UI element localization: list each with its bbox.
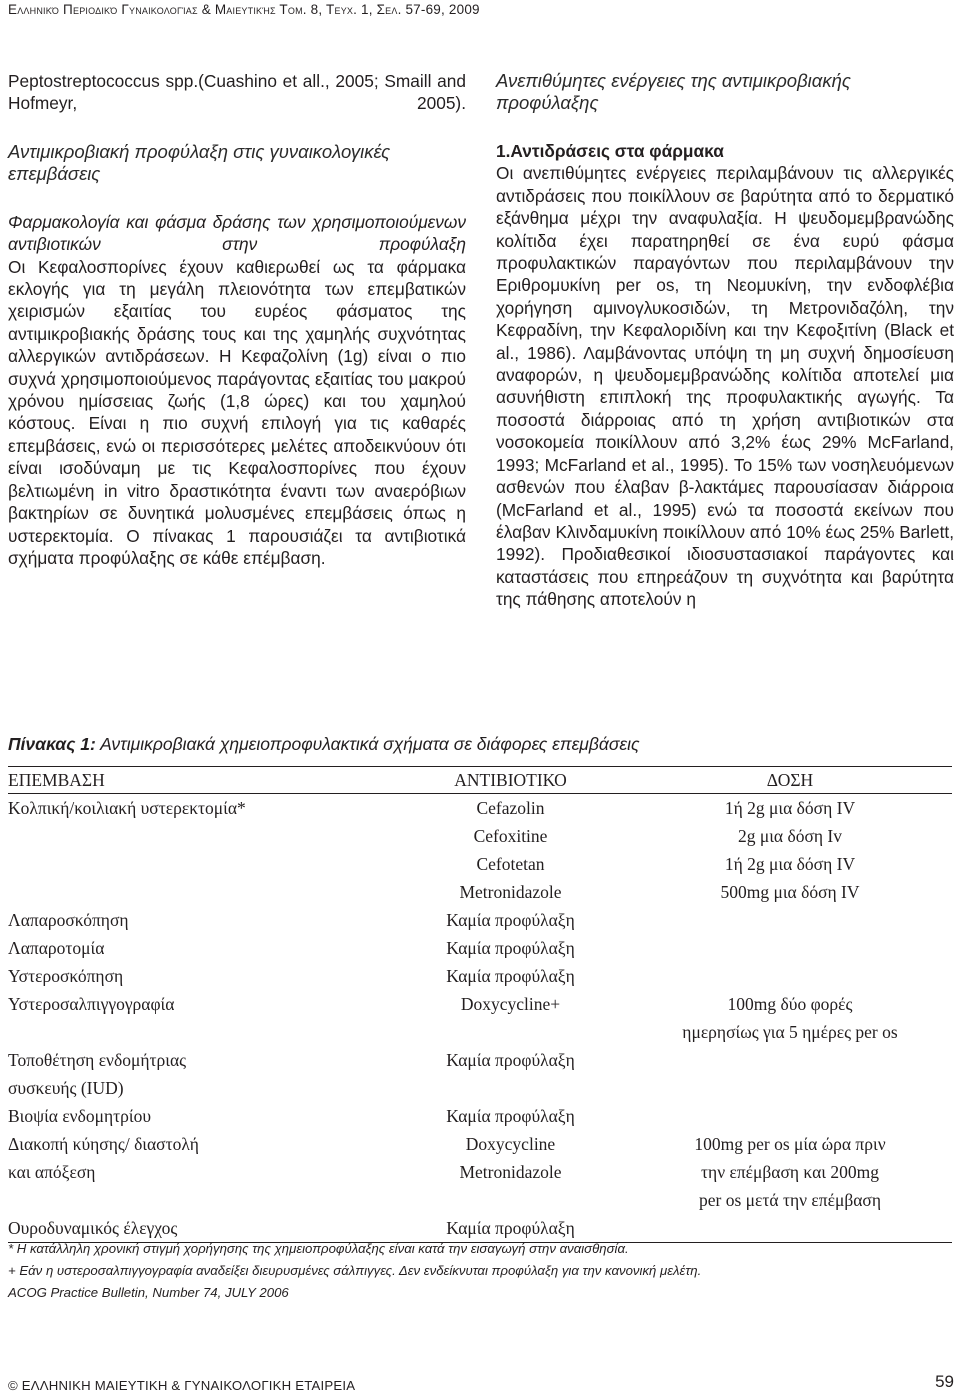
cell-procedure: Βιοψία ενδομητρίου	[8, 1106, 152, 1126]
table-caption	[8, 734, 952, 755]
table-row	[8, 794, 952, 823]
table-row	[8, 906, 952, 934]
body-paragraph-cephalosporins: Οι Κεφαλοσπορίνες έχουν καθιερωθεί ως τα φάρμακα εκλογής για τη μεγάλη πλειονότητα των επεμβατικών χειρισμών εξαιτίας του ευρέος φάσματος της αντιμικροβιακής δράσης τους και της χαμηλής συχνότητας αλλεργικών αντιδράσεων. Η Κεφαζολίνη (1g) είναι ο πιο συχνά χρησιμοποιούμενος παράγοντας εξαιτίας του μακρού χρόνου ημίσσειας ζωής (1,8 ώρες) και του χαμηλού κόστους. Είναι η πιο συχνή επιλογή για τις καθαρές επεμβάσεις, ενώ οι περισσότερες μελέτες αποδεικνύουν ότι είναι ισοδύναμη με τις Κεφαλοσπορίνες που έχουν βελτιωμένη in vitro δραστικότητα έναντι των αναερόβιων βακτηρίων σε δυνητικά μολυσμένες επεμβάσεις όπως η υστερεκτομία. Ο πίνακας 1 παρουσιάζει τα αντιβιοτικά σχήματα προφύλαξης σε κάθε επέμβαση.	[8, 256, 466, 568]
right-column	[496, 70, 954, 611]
table-row	[8, 850, 952, 878]
cell-procedure: Τοποθέτηση ενδομήτριας	[8, 1050, 187, 1070]
cell-procedure: Υστεροσαλπιγγογραφία	[8, 994, 175, 1014]
cell-procedure: Λαπαροσκόπηση	[8, 910, 129, 930]
table-row	[8, 1046, 952, 1074]
table-row	[8, 990, 952, 1018]
table-row	[8, 1130, 952, 1158]
page-number: 59	[935, 1372, 954, 1391]
cell-procedure	[8, 878, 393, 906]
cell-procedure	[8, 850, 393, 878]
left-column	[8, 70, 466, 569]
table-row	[8, 822, 952, 850]
cell-antibiotic: Cefazolin	[476, 798, 545, 818]
cell-antibiotic: Καμία προφύλαξη	[446, 966, 575, 986]
table-row	[8, 1158, 952, 1186]
cell-antibiotic: Καμία προφύλαξη	[446, 910, 575, 930]
cell-antibiotic	[393, 1018, 628, 1046]
cell-procedure: συσκευής (IUD)	[8, 1078, 124, 1098]
table-row	[8, 878, 952, 906]
table-row	[8, 962, 952, 990]
cell-dose	[628, 1074, 952, 1102]
continuation-paragraph: Peptostreptococcus spp.(Cuashino et all., 2005; Smaill and Hofmeyr, 2005).	[8, 71, 466, 114]
cell-procedure	[8, 1018, 393, 1046]
running-head: Ελληνικό Περιοδικό Γυναικολογίας & Μαιευτικής Τομ. 8, Τευχ. 1, Σελ. 57-69, 2009	[8, 2, 480, 17]
cell-procedure: Υστεροσκόπηση	[8, 966, 124, 986]
section-heading-prophylaxis: Αντιμικροβιακή προφύλαξη στις γυναικολογικές επεμβάσεις	[8, 140, 391, 184]
cell-dose	[628, 906, 952, 934]
table-row	[8, 934, 952, 962]
table-notes	[8, 1238, 952, 1304]
table-header-row	[8, 767, 952, 794]
table-row	[8, 1102, 952, 1130]
cell-antibiotic: Καμία προφύλαξη	[446, 938, 575, 958]
cell-dose: 500mg μια δόση IV	[720, 882, 860, 902]
cell-antibiotic: Cefoxitine	[473, 826, 548, 846]
cell-antibiotic	[393, 1074, 628, 1102]
body-paragraph-adverse: Οι ανεπιθύμητες ενέργειες περιλαμβάνουν τις αλλεργικές αντιδράσεις που ποικίλλουν σε βαρύτητα από το δερματικό εξάνθημα μέχρι την αναφυλαξία. Η ψευδομεμβρανώδης κολίτιδα έχει παρατηρηθεί σε ένα ευρύ φάσμα προφυλακτικών παραγόντων που περιλαμβάνουν την Εριθρομυκίνη per os, τη Νεομυκίνη, την ενδοφλέβια χορήγηση αμινογλυκοσιδών, τη Μετρονιδαζόλη, την Κεφραδίνη, την Κεφαλοριδίνη και την Κεφοξιτίνη (Black et al., 1986). Λαμβάνοντας υπόψη τη μη συχνή δημοσίευση αναφορών, η ψευδομεμβρανώδης κολίτιδα αποτελεί μια ασυνήθιστη επιπλοκή της προφυλακτικής αγωγής. Τα ποσοστά διάρροιας από τη χρήση αντιβιοτικών στα νοσοκομεία ποικίλλουν από 3,2% έως 29% McFarland, 1993; McFarland et al., 1995). Το 15% των νοσηλευόμενων ασθενών που έλαβαν β-λακτάμες παρουσίασαν διάρροια (McFarland et al., 1995) ενώ τα ποσοστά εκείνων που έλαβαν Κλινδαμυκίνη ποικίλλουν από 10% έως 25% Barlett, 1992). Προδιαθεσικοί ιδιοσυστασιακοί παράγοντες και καταστάσεις που επηρεάζουν τη συχνότητα και βαρύτητα της πάθησης αποτελούν η	[496, 163, 954, 610]
cell-procedure: Ουροδυναμικός έλεγχος	[8, 1214, 393, 1243]
cell-procedure	[8, 1186, 393, 1214]
regimens-table	[8, 766, 952, 1243]
cell-dose	[628, 1102, 952, 1130]
note-anesthesia: * Η κατάλληλη χρονική στιγμή χορήγησης της χημειοπροφύλαξης είναι κατά την εισαγωγή στην αναισθησία.	[8, 1241, 629, 1256]
cell-dose: 1ή 2g μια δόση IV	[724, 798, 856, 818]
cell-dose	[628, 962, 952, 990]
cell-dose: per os μετά την επέμβαση	[698, 1190, 881, 1210]
subheading-drug-reactions: 1.Αντιδράσεις στα φάρμακα	[496, 141, 724, 161]
cell-dose: 1ή 2g μια δόση IV	[724, 854, 856, 874]
subheading-pharmacology: Φαρμακολογία και φάσμα δράσης των χρησιμοποιούμενων αντιβιοτικών στην προφύλαξη	[8, 211, 466, 255]
cell-antibiotic	[393, 1186, 628, 1214]
cell-procedure: και απόξεση	[8, 1162, 96, 1182]
table-row	[8, 1074, 952, 1102]
header-procedure: ΕΠΕΜΒΑΣΗ	[8, 767, 393, 794]
note-source: ACOG Practice Bulletin, Number 74, JULY 2006	[8, 1285, 289, 1300]
cell-procedure: Διακοπή κύησης/ διαστολή	[8, 1134, 199, 1154]
cell-antibiotic: Metronidazole	[459, 882, 562, 902]
footer-copyright: © ΕΛΛΗΝΙΚΗ ΜΑΙΕΥΤΙΚΗ & ΓΥΝΑΙΚΟΛΟΓΙΚΗ ΕΤΑΙΡΕΙΑ	[8, 1378, 356, 1393]
cell-antibiotic: Καμία προφύλαξη	[446, 1106, 575, 1126]
table-row	[8, 1018, 952, 1046]
cell-dose	[628, 934, 952, 962]
section-heading-adverse-effects: Ανεπιθύμητες ενέργειες της αντιμικροβιακής προφύλαξης	[496, 70, 851, 113]
cell-dose: 2g μια δόση Iv	[737, 826, 843, 846]
cell-dose: 100mg per os μία ώρα πριν	[694, 1134, 886, 1154]
cell-dose	[628, 1046, 952, 1074]
cell-dose: 100mg δύο φορές	[727, 994, 853, 1014]
cell-antibiotic: Doxycycline+	[460, 994, 561, 1014]
cell-antibiotic: Cefotetan	[476, 854, 545, 874]
header-dose: ΔΟΣΗ	[628, 767, 952, 794]
cell-antibiotic: Doxycycline	[465, 1134, 556, 1154]
cell-antibiotic: Καμία προφύλαξη	[446, 1050, 575, 1070]
cell-dose: ημερησίως για 5 ημέρες per os	[682, 1022, 898, 1042]
table-caption-text: Αντιμικροβιακά χημειοπροφυλακτικά σχήματα σε διάφορες επεμβάσεις	[100, 734, 640, 754]
cell-antibiotic: Metronidazole	[459, 1162, 562, 1182]
cell-procedure: Λαπαροτομία	[8, 938, 105, 958]
table-row	[8, 1186, 952, 1214]
header-antibiotic: ΑΝΤΙΒΙΟΤΙΚΟ	[393, 767, 628, 794]
cell-procedure	[8, 822, 393, 850]
table-caption-label: Πίνακας 1:	[8, 734, 96, 754]
note-salpinges: + Εάν η υστεροσαλπιγγογραφία αναδείξει διευρυσμένες σάλπιγγες. Δεν ενδείκνυται προφύλαξη για την κανονική μελέτη.	[8, 1263, 702, 1278]
cell-dose: την επέμβαση και 200mg	[701, 1162, 879, 1182]
cell-procedure: Κολπική/κοιλιακή υστερεκτομία*	[8, 798, 246, 818]
cell-antibiotic: Καμία προφύλαξη	[393, 1214, 628, 1243]
